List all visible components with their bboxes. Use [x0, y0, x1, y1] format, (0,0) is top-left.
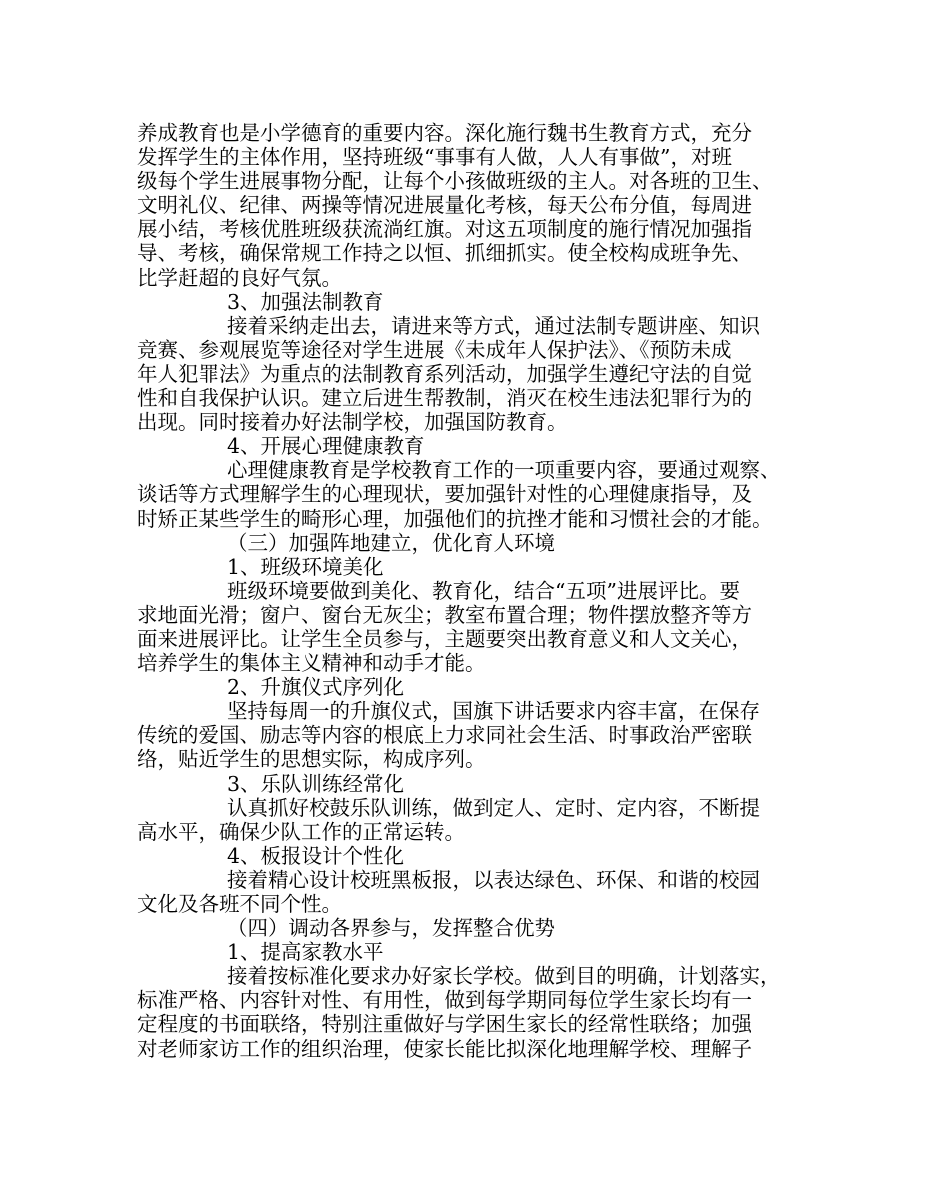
indented-text-line: 3、乐队训练经常化: [227, 771, 405, 796]
text-line: 发挥学生的主体作用，坚持班级“事事有人做，人人有事做”，对班: [137, 145, 732, 170]
text-line: 养成教育也是小学德育的重要内容。深化施行魏书生教育方式，充分: [137, 121, 752, 145]
text-line: 求地面光滑；窗户、窗台无灰尘；教室布置合理；物件摆放整齐等方: [137, 602, 752, 627]
text-line: 文化及各班不同个性。: [137, 892, 342, 916]
text-line: 文明礼仪、纪律、两操等情况进展量化考核，每天公布分值，每周进: [137, 193, 752, 218]
indented-text-line: 心理健康教育是学校教育工作的一项重要内容，要通过观察、: [227, 458, 781, 483]
indented-text-line: 接着按标准化要求办好家长学校。做到目的明确，计划落实，: [227, 964, 781, 989]
text-line: 时矫正某些学生的畸形心理，加强他们的抗挫才能和习惯社会的才能。: [137, 506, 773, 531]
text-line: 培养学生的集体主义精神和动手才能。: [137, 651, 486, 676]
indented-text-line: 班级环境要做到美化、教育化，结合“五项”进展评比。要: [227, 578, 740, 603]
indented-text-line: 3、加强法制教育: [227, 289, 384, 314]
text-line: 竞赛、参观展览等途径对学生进展《未成年人保护法》、《预防未成: [137, 337, 732, 362]
text-line: 标准严格、内容针对性、有用性，做到每学期同每位学生家长均有一: [137, 988, 752, 1013]
text-line: 年人犯罪法》为重点的法制教育系列活动，加强学生遵纪守法的自觉: [137, 361, 752, 386]
text-line: 对老师家访工作的组织治理，使家长能比拟深化地理解学校、理解子: [137, 1036, 752, 1061]
text-line: 络，贴近学生的思想实际，构成序列。: [137, 747, 486, 772]
indented-text-line: 接着采纳走出去，请进来等方式，通过法制专题讲座、知识: [227, 313, 760, 338]
text-line: 展小结，考核优胜班级获流淌红旗。对这五项制度的施行情况加强指: [137, 217, 752, 242]
indented-text-line: 认真抓好校鼓乐队训练，做到定人、定时、定内容，不断提: [227, 795, 760, 820]
text-line: 定程度的书面联络，特别注重做好与学困生家长的经常性联络；加强: [137, 1012, 752, 1037]
text-line: 级每个学生进展事物分配，让每个小孩做班级的主人。对各班的卫生、: [137, 169, 773, 194]
indented-text-line: 1、提高家教水平: [227, 940, 384, 965]
indented-text-line: 2、升旗仪式序列化: [227, 675, 405, 700]
indented-text-line: （四）调动各界参与，发挥整合优势: [227, 916, 555, 941]
text-line: 出现。同时接着办好法制学校，加强国防教育。: [137, 410, 568, 435]
text-line: 导、考核，确保常规工作持之以恒、抓细抓实。使全校构成班争先、: [137, 241, 752, 266]
indented-text-line: 4、板报设计个性化: [227, 843, 405, 868]
indented-text-line: 坚持每周一的升旗仪式，国旗下讲话要求内容丰富，在保存: [227, 699, 760, 724]
indented-text-line: （三）加强阵地建立，优化育人环境: [227, 530, 555, 555]
indented-text-line: 接着精心设计校班黑板报，以表达绿色、环保、和谐的校园: [227, 867, 760, 892]
indented-text-line: 4、开展心理健康教育: [227, 434, 425, 459]
indented-text-line: 1、班级环境美化: [227, 554, 384, 579]
text-line: 高水平，确保少队工作的正常运转。: [137, 819, 465, 844]
text-line: 性和自我保护认识。建立后进生帮教制，消灭在校生违法犯罪行为的: [137, 386, 752, 411]
document-body: [137, 121, 827, 1061]
text-line: 比学赶超的良好气氛。: [137, 265, 342, 290]
text-line: 传统的爱国、励志等内容的根底上力求同社会生活、时事政治严密联: [137, 723, 752, 748]
text-line: 谈话等方式理解学生的心理现状，要加强针对性的心理健康指导，及: [137, 482, 752, 507]
text-line: 面来进展评比。让学生全员参与，主题要突出教育意义和人文关心，: [137, 626, 752, 651]
